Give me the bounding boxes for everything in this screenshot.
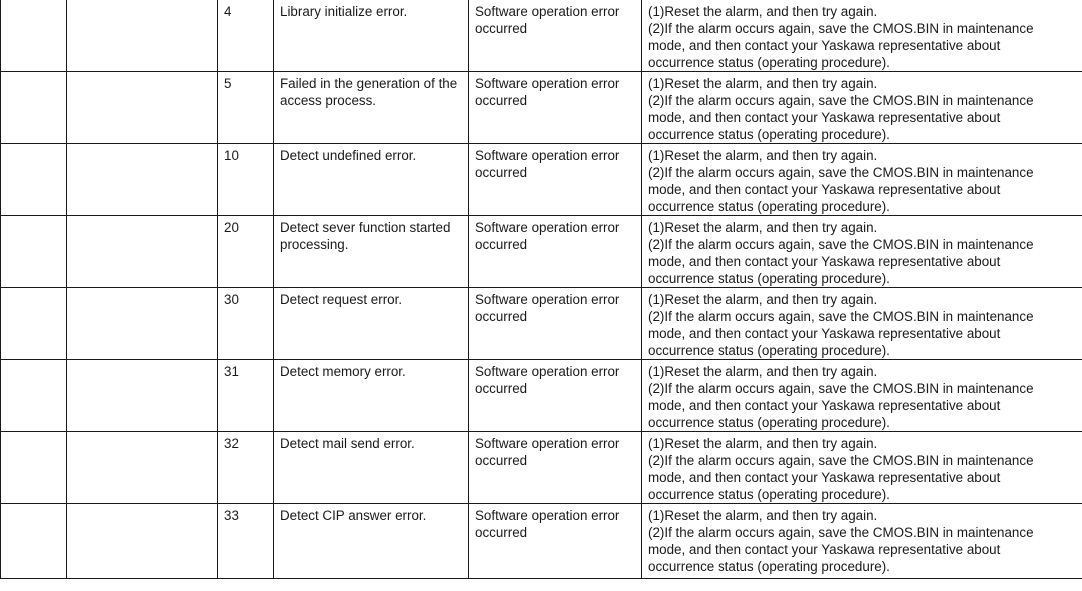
alarm-name-cell	[67, 72, 218, 144]
alarm-number-cell	[1, 432, 67, 504]
table-row	[1, 216, 1082, 288]
message-line: Detect request error.	[280, 292, 403, 307]
cause-line: occurred	[475, 453, 528, 468]
cause-line: occurred	[475, 237, 528, 252]
sub-code: 30	[224, 292, 239, 307]
message-line: processing.	[280, 237, 349, 252]
message-line: Library initialize error.	[280, 4, 408, 19]
sub-code-cell	[218, 0, 274, 72]
table-row	[1, 72, 1082, 144]
message-line: Detect CIP answer error.	[280, 508, 427, 523]
message-cell	[274, 72, 469, 144]
sub-code-cell	[218, 504, 274, 579]
remedy-line: (1)Reset the alarm, and then try again.	[648, 148, 878, 163]
cause-line: Software operation error	[475, 292, 620, 307]
remedy-line: (2)If the alarm occurs again, save the CMOS.BIN in maintenance	[648, 93, 1034, 108]
remedy-cell	[642, 504, 1082, 579]
remedy-line: (1)Reset the alarm, and then try again.	[648, 4, 878, 19]
message-line: Detect undefined error.	[280, 148, 417, 163]
sub-code: 4	[224, 4, 232, 19]
remedy-line: (1)Reset the alarm, and then try again.	[648, 292, 878, 307]
remedy-line: (1)Reset the alarm, and then try again.	[648, 508, 878, 523]
alarm-number-cell	[1, 504, 67, 579]
alarm-name-cell	[67, 216, 218, 288]
sub-code: 32	[224, 436, 239, 451]
cause-line: occurred	[475, 525, 528, 540]
alarm-name-cell	[67, 288, 218, 360]
alarm-name-cell	[67, 0, 218, 72]
sub-code: 10	[224, 148, 239, 163]
remedy-line: occurrence status (operating procedure).	[648, 199, 890, 214]
message-line: Failed in the generation of the	[280, 76, 458, 91]
sub-code: 5	[224, 76, 232, 91]
remedy-cell	[642, 72, 1082, 144]
remedy-line: mode, and then contact your Yaskawa representative about	[648, 326, 1001, 341]
sub-code: 31	[224, 364, 239, 379]
remedy-line: mode, and then contact your Yaskawa representative about	[648, 542, 1001, 557]
cause-line: Software operation error	[475, 148, 620, 163]
sub-code-cell	[218, 360, 274, 432]
cause-cell	[469, 504, 642, 579]
sub-code-cell	[218, 288, 274, 360]
remedy-line: (2)If the alarm occurs again, save the CMOS.BIN in maintenance	[648, 381, 1034, 396]
remedy-line: (1)Reset the alarm, and then try again.	[648, 364, 878, 379]
table-row	[1, 504, 1082, 579]
message-cell	[274, 432, 469, 504]
remedy-line: mode, and then contact your Yaskawa representative about	[648, 470, 1001, 485]
cause-line: occurred	[475, 165, 528, 180]
table-row	[1, 432, 1082, 504]
remedy-line: mode, and then contact your Yaskawa representative about	[648, 398, 1001, 413]
cause-cell	[469, 216, 642, 288]
cause-line: occurred	[475, 309, 528, 324]
message-cell	[274, 288, 469, 360]
cause-line: Software operation error	[475, 508, 620, 523]
cause-line: Software operation error	[475, 364, 620, 379]
message-line: Detect mail send error.	[280, 436, 415, 451]
remedy-line: occurrence status (operating procedure).	[648, 271, 890, 286]
message-line: Detect sever function started	[280, 220, 451, 235]
remedy-cell	[642, 288, 1082, 360]
cause-cell	[469, 72, 642, 144]
remedy-line: (1)Reset the alarm, and then try again.	[648, 436, 878, 451]
remedy-line: (2)If the alarm occurs again, save the CMOS.BIN in maintenance	[648, 309, 1034, 324]
sub-code-cell	[218, 144, 274, 216]
alarm-number-cell	[1, 144, 67, 216]
cause-line: occurred	[475, 381, 528, 396]
message-line: access process.	[280, 93, 377, 108]
alarm-table-body	[1, 0, 1082, 579]
alarm-name-cell	[67, 504, 218, 579]
remedy-line: mode, and then contact your Yaskawa representative about	[648, 254, 1001, 269]
remedy-line: (2)If the alarm occurs again, save the CMOS.BIN in maintenance	[648, 525, 1034, 540]
sub-code: 20	[224, 220, 239, 235]
remedy-cell	[642, 360, 1082, 432]
cause-cell	[469, 432, 642, 504]
cause-line: occurred	[475, 21, 528, 36]
remedy-cell	[642, 0, 1082, 72]
cause-line: Software operation error	[475, 76, 620, 91]
remedy-line: occurrence status (operating procedure).	[648, 127, 890, 142]
table-row	[1, 360, 1082, 432]
cause-cell	[469, 288, 642, 360]
remedy-line: (1)Reset the alarm, and then try again.	[648, 220, 878, 235]
remedy-line: (2)If the alarm occurs again, save the CMOS.BIN in maintenance	[648, 21, 1034, 36]
cause-line: Software operation error	[475, 4, 620, 19]
remedy-line: (1)Reset the alarm, and then try again.	[648, 76, 878, 91]
remedy-line: occurrence status (operating procedure).	[648, 55, 890, 70]
remedy-cell	[642, 432, 1082, 504]
table-row	[1, 0, 1082, 72]
message-cell	[274, 144, 469, 216]
cause-line: occurred	[475, 93, 528, 108]
alarm-number-cell	[1, 0, 67, 72]
remedy-line: mode, and then contact your Yaskawa representative about	[648, 110, 1001, 125]
remedy-line: (2)If the alarm occurs again, save the CMOS.BIN in maintenance	[648, 165, 1034, 180]
cause-cell	[469, 360, 642, 432]
remedy-line: (2)If the alarm occurs again, save the CMOS.BIN in maintenance	[648, 453, 1034, 468]
remedy-line: mode, and then contact your Yaskawa representative about	[648, 182, 1001, 197]
table-row	[1, 288, 1082, 360]
message-cell	[274, 216, 469, 288]
cause-line: Software operation error	[475, 436, 620, 451]
cause-cell	[469, 0, 642, 72]
message-cell	[274, 504, 469, 579]
remedy-line: mode, and then contact your Yaskawa representative about	[648, 38, 1001, 53]
alarm-name-cell	[67, 360, 218, 432]
remedy-line: occurrence status (operating procedure).	[648, 559, 890, 574]
sub-code-cell	[218, 72, 274, 144]
remedy-cell	[642, 216, 1082, 288]
remedy-line: occurrence status (operating procedure).	[648, 487, 890, 502]
table-row	[1, 144, 1082, 216]
remedy-cell	[642, 144, 1082, 216]
sub-code: 33	[224, 508, 239, 523]
alarm-number-cell	[1, 72, 67, 144]
alarm-name-cell	[67, 144, 218, 216]
sub-code-cell	[218, 432, 274, 504]
alarm-number-cell	[1, 360, 67, 432]
alarm-number-cell	[1, 288, 67, 360]
message-cell	[274, 360, 469, 432]
alarm-name-cell	[67, 432, 218, 504]
remedy-line: occurrence status (operating procedure).	[648, 415, 890, 430]
message-cell	[274, 0, 469, 72]
remedy-line: occurrence status (operating procedure).	[648, 343, 890, 358]
alarm-number-cell	[1, 216, 67, 288]
cause-cell	[469, 144, 642, 216]
remedy-line: (2)If the alarm occurs again, save the CMOS.BIN in maintenance	[648, 237, 1034, 252]
cause-line: Software operation error	[475, 220, 620, 235]
message-line: Detect memory error.	[280, 364, 406, 379]
sub-code-cell	[218, 216, 274, 288]
